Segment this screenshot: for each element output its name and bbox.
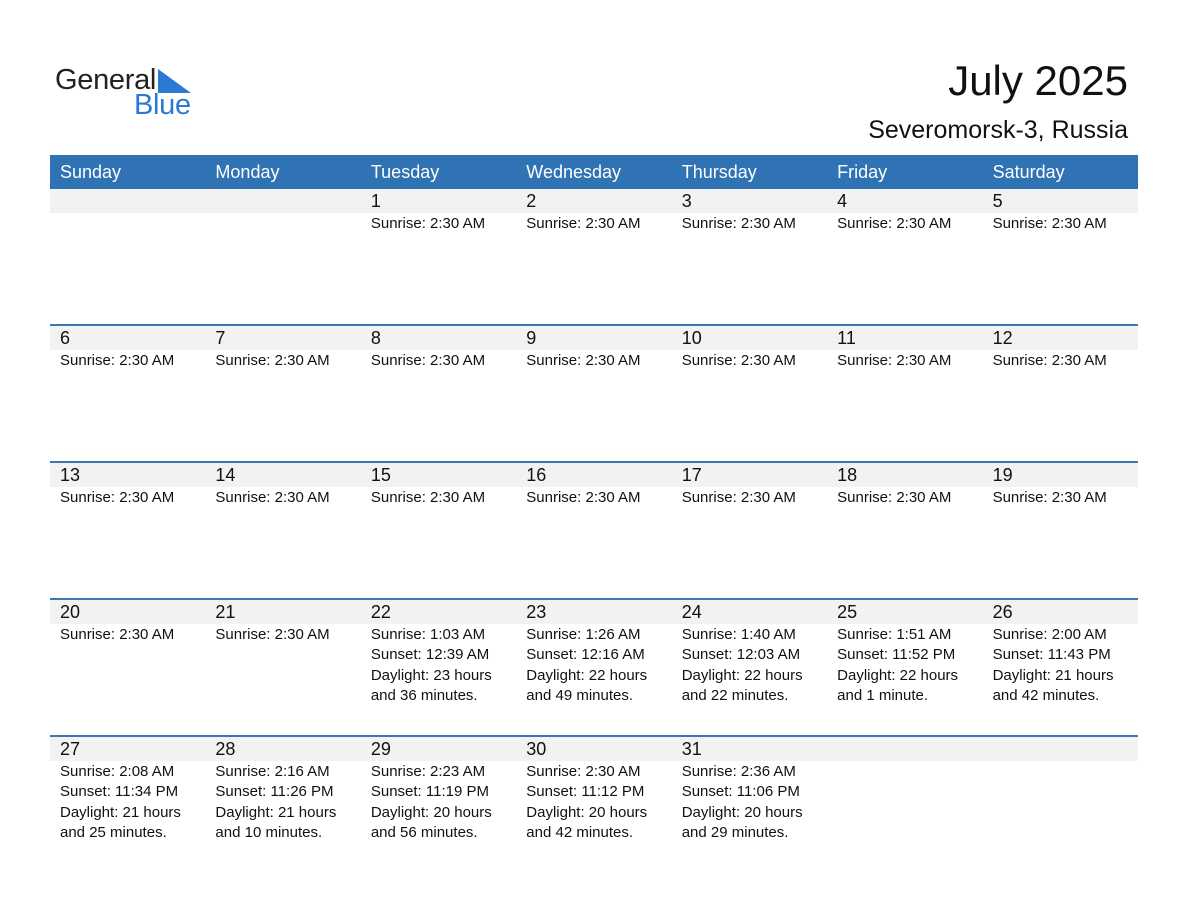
day-number: 4 <box>837 191 848 211</box>
day-number <box>993 737 1138 761</box>
week-grid <box>50 600 1138 735</box>
day-sun-info: Sunrise: 2:30 AM <box>837 352 952 369</box>
week-row <box>50 324 1138 461</box>
day-cell <box>516 326 671 461</box>
calendar-location: Severomorsk-3, Russia <box>868 116 1128 144</box>
weekday-header: Wednesday <box>526 162 622 182</box>
calendar-title: July 2025 <box>948 57 1128 104</box>
day-sun-info: Sunrise: 2:30 AM <box>60 626 175 643</box>
day-sun-info: Sunrise: 2:36 AM Sunset: 11:06 PM Daylight: 20 hours and 29 minutes. <box>681 763 803 841</box>
day-number: 6 <box>60 328 71 348</box>
day-number <box>215 189 360 213</box>
day-number: 19 <box>992 465 1013 485</box>
day-sun-info: Sunrise: 1:40 AM Sunset: 12:03 AM Daylight: 22 hours and 22 minutes. <box>681 626 803 704</box>
day-cell <box>983 189 1138 324</box>
day-cell <box>672 189 827 324</box>
day-cell <box>672 600 827 735</box>
day-number: 2 <box>526 191 537 211</box>
logo-text-blue: Blue <box>134 89 191 121</box>
day-number: 24 <box>681 602 702 622</box>
day-sun-info: Sunrise: 2:30 AM <box>992 489 1107 506</box>
week-grid <box>50 326 1138 461</box>
day-sun-info: Sunrise: 2:30 AM <box>370 352 486 369</box>
week-row <box>50 598 1138 735</box>
day-sun-info: Sunrise: 2:30 AM <box>681 352 796 369</box>
day-cell <box>983 737 1138 872</box>
day-cell <box>50 189 205 324</box>
day-cell <box>205 600 360 735</box>
day-number: 7 <box>215 328 226 348</box>
weekday-header: Friday <box>837 162 888 182</box>
day-cell <box>361 463 516 598</box>
day-cell <box>361 326 516 461</box>
day-sun-info: Sunrise: 2:08 AM Sunset: 11:34 PM Daylight: 21 hours and 25 minutes. <box>60 763 181 841</box>
day-cell <box>50 463 205 598</box>
day-cell <box>516 463 671 598</box>
day-sun-info: Sunrise: 2:16 AM Sunset: 11:26 PM Daylight: 21 hours and 10 minutes. <box>215 763 337 841</box>
weekday-header: Tuesday <box>370 162 440 182</box>
day-sun-info: Sunrise: 2:30 AM <box>681 215 796 232</box>
day-number: 5 <box>992 191 1003 211</box>
day-cell <box>827 189 982 324</box>
day-sun-info: Sunrise: 1:26 AM Sunset: 12:16 AM Daylight: 22 hours and 49 minutes. <box>526 626 648 704</box>
day-number: 17 <box>681 465 702 485</box>
day-cell <box>672 737 827 872</box>
day-number: 3 <box>681 191 692 211</box>
day-sun-info: Sunrise: 1:03 AM Sunset: 12:39 AM Daylight: 23 hours and 36 minutes. <box>370 626 492 704</box>
day-number <box>60 189 205 213</box>
day-number: 26 <box>992 602 1013 622</box>
day-number: 25 <box>837 602 858 622</box>
day-number: 23 <box>526 602 547 622</box>
day-number: 1 <box>370 191 381 211</box>
day-sun-info: Sunrise: 2:23 AM Sunset: 11:19 PM Daylight: 20 hours and 56 minutes. <box>370 763 492 841</box>
day-sun-info: Sunrise: 2:30 AM <box>992 352 1107 369</box>
day-cell <box>516 600 671 735</box>
weekday-header: Thursday <box>681 162 757 182</box>
day-sun-info: Sunrise: 2:30 AM <box>837 215 952 232</box>
day-number: 11 <box>837 328 856 348</box>
day-number: 16 <box>526 465 547 485</box>
day-cell <box>516 189 671 324</box>
day-number: 12 <box>992 328 1013 348</box>
day-number: 31 <box>681 739 702 759</box>
day-number: 27 <box>60 739 81 759</box>
day-number <box>837 737 982 761</box>
weeks-container <box>50 189 1138 872</box>
day-sun-info: Sunrise: 2:30 AM <box>526 489 641 506</box>
day-cell <box>983 463 1138 598</box>
day-sun-info: Sunrise: 2:30 AM <box>60 352 175 369</box>
day-cell <box>672 326 827 461</box>
day-cell <box>827 600 982 735</box>
day-sun-info: Sunrise: 2:30 AM <box>215 626 330 643</box>
day-cell <box>983 326 1138 461</box>
day-cell <box>50 326 205 461</box>
day-number: 18 <box>837 465 858 485</box>
day-sun-info: Sunrise: 2:30 AM <box>681 489 796 506</box>
day-number: 21 <box>215 602 236 622</box>
day-sun-info: Sunrise: 2:30 AM <box>215 352 330 369</box>
week-row <box>50 735 1138 872</box>
day-sun-info: Sunrise: 2:30 AM <box>526 352 641 369</box>
day-cell <box>50 737 205 872</box>
day-sun-info: Sunrise: 2:30 AM <box>526 215 641 232</box>
day-number: 13 <box>60 465 81 485</box>
week-row <box>50 461 1138 598</box>
day-sun-info: Sunrise: 1:51 AM Sunset: 11:52 PM Daylight: 22 hours and 1 minute. <box>837 626 959 704</box>
logo <box>55 64 205 120</box>
day-cell <box>361 600 516 735</box>
week-grid <box>50 189 1138 324</box>
weekday-header: Saturday <box>992 162 1065 182</box>
day-cell <box>50 600 205 735</box>
day-sun-info: Sunrise: 2:30 AM <box>992 215 1107 232</box>
day-number: 22 <box>370 602 391 622</box>
day-number: 15 <box>370 465 391 485</box>
weekday-header: Sunday <box>60 162 122 182</box>
day-cell <box>827 326 982 461</box>
day-cell <box>361 737 516 872</box>
day-cell <box>205 463 360 598</box>
day-sun-info: Sunrise: 2:30 AM <box>370 489 486 506</box>
day-cell <box>672 463 827 598</box>
day-number: 20 <box>60 602 81 622</box>
day-sun-info: Sunrise: 2:00 AM Sunset: 11:43 PM Daylight: 21 hours and 42 minutes. <box>992 626 1114 704</box>
week-row <box>50 189 1138 324</box>
day-cell <box>205 326 360 461</box>
day-sun-info: Sunrise: 2:30 AM <box>215 489 330 506</box>
day-number: 29 <box>370 739 391 759</box>
day-number: 14 <box>215 465 236 485</box>
week-grid <box>50 463 1138 598</box>
day-cell <box>516 737 671 872</box>
weekday-header: Monday <box>215 162 280 182</box>
calendar-grid <box>50 155 1138 872</box>
day-sun-info: Sunrise: 2:30 AM <box>837 489 952 506</box>
day-cell <box>361 189 516 324</box>
day-cell <box>827 463 982 598</box>
day-number: 9 <box>526 328 537 348</box>
day-sun-info: Sunrise: 2:30 AM <box>370 215 486 232</box>
day-cell <box>983 600 1138 735</box>
day-sun-info: Sunrise: 2:30 AM Sunset: 11:12 PM Daylight: 20 hours and 42 minutes. <box>526 763 648 841</box>
day-cell <box>827 737 982 872</box>
day-number: 8 <box>370 328 381 348</box>
day-number: 30 <box>526 739 547 759</box>
day-number: 10 <box>681 328 702 348</box>
day-cell <box>205 189 360 324</box>
day-number: 28 <box>215 739 236 759</box>
day-cell <box>205 737 360 872</box>
weekday-header-row <box>50 155 1138 189</box>
week-grid <box>50 737 1138 872</box>
logo-text-general: General <box>55 64 157 96</box>
day-sun-info: Sunrise: 2:30 AM <box>60 489 175 506</box>
